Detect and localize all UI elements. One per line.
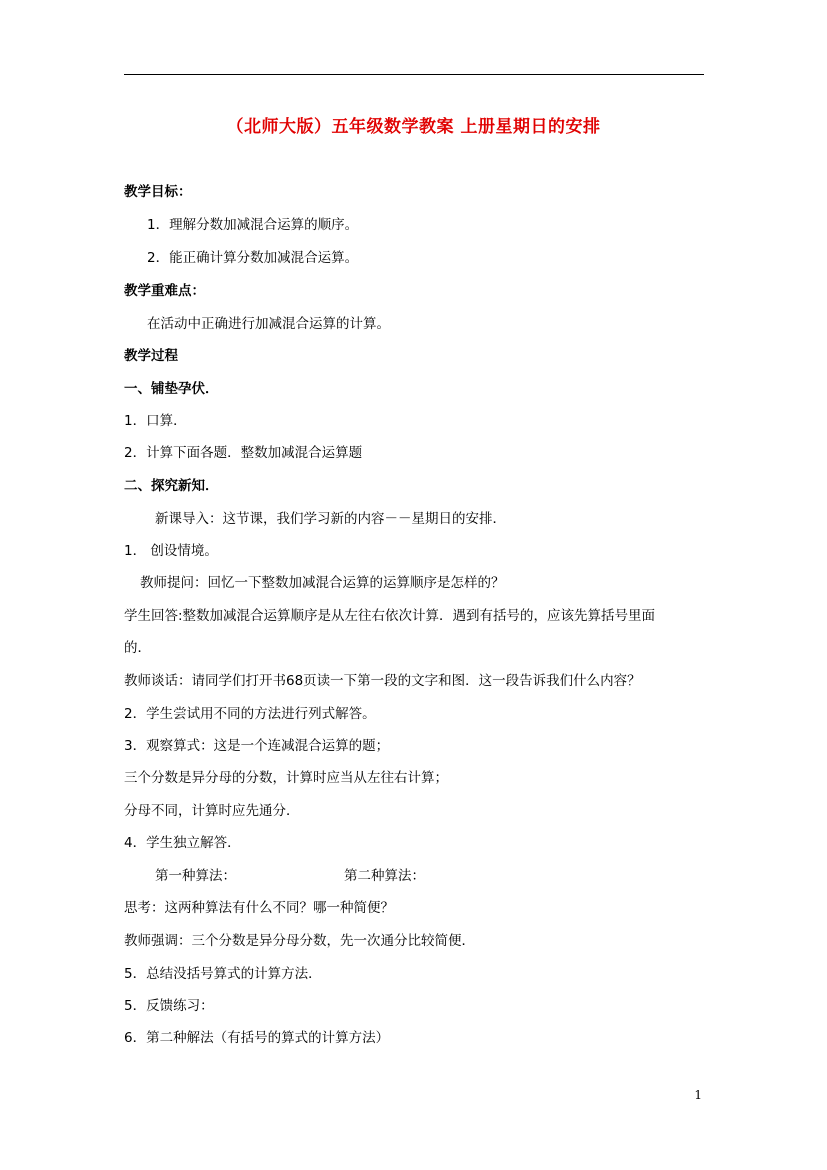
document-title: （北师大版）五年级数学教案 上册星期日的安排	[226, 117, 601, 137]
page-number: 1	[694, 1088, 702, 1102]
paragraph: 在活动中正确进行加减混合运算的计算。	[147, 316, 390, 332]
paragraph: 5．反馈练习：	[124, 998, 214, 1014]
paragraph: 分母不同，计算时应先通分．	[124, 803, 300, 819]
section-heading: 二、探究新知．	[124, 478, 219, 494]
section-heading: 一、铺垫孕伏．	[124, 381, 219, 397]
heading-process: 教学过程	[124, 348, 178, 364]
paragraph: 6．第二种解法（有括号的算式的计算方法）	[124, 1030, 390, 1046]
paragraph: 三个分数是异分母的分数，计算时应当从左往右计算；	[124, 770, 448, 786]
paragraph: 教师提问：回忆一下整数加减混合运算的运算顺序是怎样的？	[140, 575, 505, 591]
paragraph: 学生回答:整数加减混合运算顺序是从左往右依次计算．遇到有括号的，应该先算括号里面	[124, 608, 656, 624]
paragraph: 教师谈话：请同学们打开书68页读一下第一段的文字和图．这一段告诉我们什么内容？	[124, 673, 641, 689]
paragraph: 2．能正确计算分数加减混合运算。	[147, 250, 359, 266]
method-one-label: 第一种算法：	[155, 868, 236, 884]
paragraph: 2．学生尝试用不同的方法进行列式解答。	[124, 706, 376, 722]
paragraph: 1．口算．	[124, 413, 187, 429]
paragraph: 4．学生独立解答．	[124, 835, 241, 851]
paragraph: 思考：这两种算法有什么不同？哪一种简便？	[124, 900, 394, 916]
paragraph: 3．观察算式：这是一个连减混合运算的题；	[124, 738, 390, 754]
method-two-label: 第二种算法：	[344, 868, 425, 884]
heading-objectives: 教学目标：	[124, 184, 192, 200]
paragraph: 1． 创设情境。	[124, 543, 218, 559]
header-rule	[124, 74, 704, 75]
paragraph: 2．计算下面各题．整数加减混合运算题	[124, 445, 363, 461]
paragraph: 新课导入：这节课，我们学习新的内容－－星期日的安排．	[155, 511, 506, 527]
heading-key-points: 教学重难点：	[124, 283, 205, 299]
paragraph: 1．理解分数加减混合运算的顺序。	[147, 217, 359, 233]
paragraph: 5．总结没括号算式的计算方法．	[124, 966, 322, 982]
paragraph: 的．	[124, 640, 151, 656]
paragraph: 教师强调：三个分数是异分母分数，先一次通分比较简便．	[124, 933, 475, 949]
